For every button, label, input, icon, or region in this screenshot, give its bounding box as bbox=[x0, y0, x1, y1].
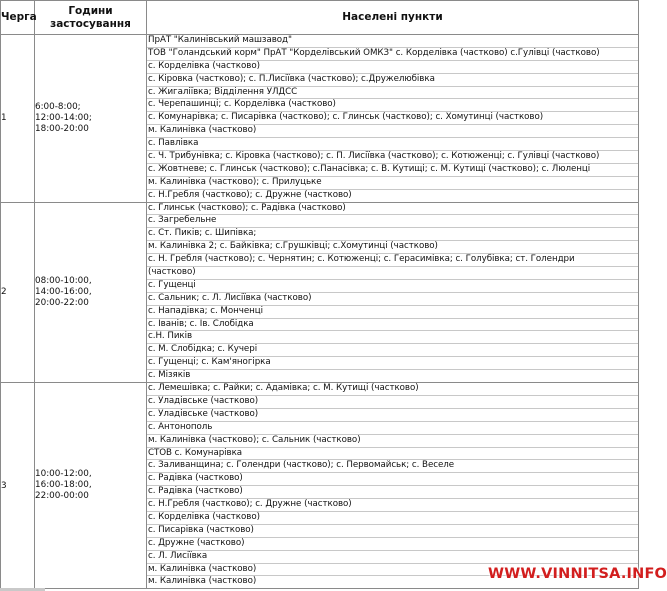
settlement-line: с. Радівка (частково) bbox=[147, 473, 638, 486]
settlement-line: с. Кіровка (частково); с. П.Лисіївка (частково); с.Дружелюбівка bbox=[147, 74, 638, 87]
settlement-line: с. Н.Гребля (частково); с. Дружне (частково) bbox=[148, 189, 352, 200]
hours-slot: 22:00-00:00 bbox=[35, 491, 89, 502]
settlement-line: м. Калинівка (частково); с. Прилуцьке bbox=[147, 177, 638, 190]
settlement-line: с. Жовтневе; с. Глинськ (частково); с.Панасівка; с. В. Кутищі; с. М. Кутищі (частково); с. Люленці bbox=[147, 164, 638, 177]
header-queue: Черга bbox=[1, 1, 35, 35]
settlement-line: с. Нападівка; с. Монченці bbox=[147, 306, 638, 319]
hours-slot: 20:00-22:00 bbox=[35, 297, 89, 308]
settlement-line: с. Н. Гребля (частково); с. Чернятин; с. Котюженці; с. Герасимівка; с. Голубівка; ст. Голендри bbox=[147, 254, 638, 267]
settlement-line: с. Іванів; с. Ів. Слобідка bbox=[147, 319, 638, 332]
hours-slot: 16:00-18:00, bbox=[35, 480, 92, 491]
hours-slot: 6:00-8:00; bbox=[35, 101, 81, 112]
settlement-line: (частково) bbox=[147, 267, 638, 280]
settlements-cell bbox=[147, 35, 639, 203]
header-row bbox=[1, 1, 639, 35]
settlement-line: с. Писарівка (частково) bbox=[147, 525, 638, 538]
settlement-line: с. Уладівське (частково) bbox=[147, 409, 638, 422]
settlement-line: с. М. Слобідка; с. Кучері bbox=[147, 344, 638, 357]
settlement-line: с. Мізяків bbox=[148, 370, 191, 381]
settlement-line: с. Сальник; с. Л. Лисіївка (частково) bbox=[147, 293, 638, 306]
hours-cell bbox=[35, 383, 147, 589]
queue-number: 1 bbox=[1, 35, 35, 203]
settlement-line: с. Гущенці; с. Кам'яногірка bbox=[147, 357, 638, 370]
settlement-line: с. Корделівка (частково) bbox=[147, 61, 638, 74]
site-watermark: WWW.VINNITSA.INFO bbox=[488, 566, 667, 582]
settlement-line: м. Калинівка (частково) bbox=[147, 125, 638, 138]
settlement-line: с. Лемешівка; с. Райки; с. Адамівка; с. М. Кутищі (частково) bbox=[147, 383, 638, 396]
settlement-line: с. Павлівка bbox=[147, 138, 638, 151]
settlement-line: с. Гущенці bbox=[147, 280, 638, 293]
settlement-line: с. Антонополь bbox=[147, 422, 638, 435]
hours-slot: 12:00-14:00; bbox=[35, 112, 92, 123]
settlement-line: с. Радівка (частково) bbox=[147, 486, 638, 499]
settlement-line: с. Загребельне bbox=[147, 215, 638, 228]
queue-row bbox=[1, 383, 639, 589]
settlement-line: с. Ч. Трибунівка; с. Кіровка (частково); с. П. Лисіївка (частково); с. Котюженці; с. Гулівці (частково) bbox=[147, 151, 638, 164]
hours-cell bbox=[35, 35, 147, 203]
settlement-line: с. Корделівка (частково) bbox=[147, 512, 638, 525]
settlement-line: м. Калинівка (частково); с. Сальник (частково) bbox=[147, 435, 638, 448]
settlement-line: м. Калинівка (частково) bbox=[147, 564, 638, 577]
settlement-line: с. Глинськ (частково); с. Радівка (частково) bbox=[147, 203, 638, 216]
settlement-line: с.Н. Пиків bbox=[147, 331, 638, 344]
settlement-line: с. Уладівське (частково) bbox=[147, 396, 638, 409]
settlement-line: с. Заливанщина; с. Голендри (частково); с. Первомайськ; с. Веселе bbox=[147, 460, 638, 473]
hours-slot: 08:00-10:00, bbox=[35, 275, 92, 286]
settlement-line: м. Калинівка 2; с. Байківка; с.Грушківці; с.Хомутинці (частково) bbox=[147, 241, 638, 254]
queue-number: 3 bbox=[1, 383, 35, 589]
settlement-line: с. Черепашинці; с. Корделівка (частково) bbox=[147, 99, 638, 112]
settlement-line: с. Дружне (частково) bbox=[147, 538, 638, 551]
settlement-line: м. Калинівка (частково) bbox=[148, 576, 257, 587]
settlement-line: с. Н.Гребля (частково); с. Дружне (частково) bbox=[147, 499, 638, 512]
hours-cell bbox=[35, 202, 147, 382]
settlements-cell bbox=[147, 383, 639, 589]
settlement-line: с. Жигаліївка; Відділення УЛДСС bbox=[147, 87, 638, 100]
queue-row bbox=[1, 35, 639, 203]
header-settlements: Населені пункти bbox=[147, 1, 639, 35]
header-hours: Години застосування bbox=[35, 1, 147, 35]
settlements-cell bbox=[147, 202, 639, 382]
hours-slot: 18:00-20:00 bbox=[35, 123, 89, 134]
settlement-line: СТОВ с. Комунарівка bbox=[147, 448, 638, 461]
hours-slot: 10:00-12:00, bbox=[35, 469, 92, 480]
hours-slot: 14:00-16:00, bbox=[35, 286, 92, 297]
settlement-line: ПрАТ "Калинівський машзавод" bbox=[147, 35, 638, 48]
queue-number: 2 bbox=[1, 202, 35, 382]
settlement-line: с. Ст. Пиків; с. Шипівка; bbox=[147, 228, 638, 241]
settlement-line: ТОВ "Голандський корм" ПрАТ "Корделівський ОМКЗ" с. Корделівка (частково) с.Гулівці (частково) bbox=[147, 48, 638, 61]
settlement-line: с. Л. Лисіївка bbox=[147, 551, 638, 564]
settlement-line: с. Комунарівка; с. Писарівка (частково); с. Глинськ (частково); с. Хомутинці (частково) bbox=[147, 112, 638, 125]
queue-row bbox=[1, 202, 639, 382]
